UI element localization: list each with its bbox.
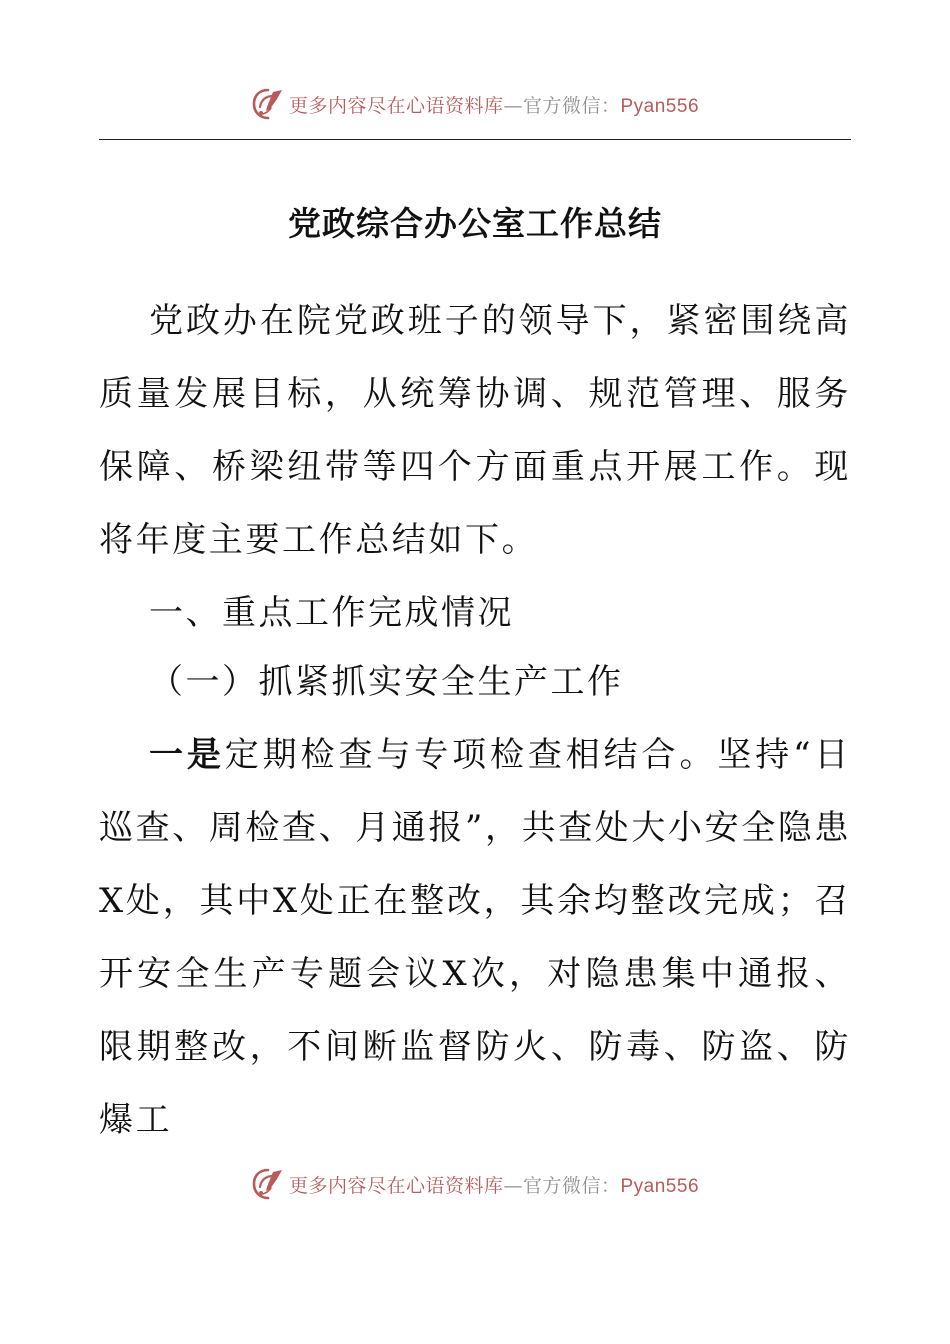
- document-title: 党政综合办公室工作总结: [288, 204, 662, 243]
- footer-banner: [0, 1164, 950, 1204]
- banner-site-name: 更多内容尽在心语资料库: [288, 94, 504, 117]
- banner-dash: —: [503, 1174, 523, 1197]
- intro-paragraph: 党政办在院党政班子的领导下，紧密围绕高质量发展目标，从统筹协调、规范管理、服务保障、桥梁纽带等四个方面重点开展工作。现将年度主要工作总结如下。: [99, 301, 851, 560]
- subsection-heading: （一）抓紧抓实安全生产工作: [149, 662, 624, 702]
- item-text: 定期检查与专项检查相结合。坚持“日巡查、周检查、月通报”，共查处大小安全隐患X处，其中X处正在整改，其余均整改完成；召开安全生产专题会议X次，对隐患集中通报、限期整改，不间断监督防火、防毒、防盗、防爆工: [99, 735, 851, 1140]
- item-lead: 一是: [149, 735, 225, 775]
- banner-dash: —: [503, 94, 523, 117]
- header-banner: [0, 84, 950, 124]
- quill-swirl-logo-icon: [251, 1167, 285, 1201]
- banner-wechat-id: Pyan556: [620, 95, 700, 117]
- document-body: [99, 285, 851, 1157]
- header-divider: [99, 139, 851, 140]
- quill-swirl-logo-icon: [251, 87, 285, 121]
- banner-official-label: 官方微信：: [522, 94, 621, 117]
- item-paragraph: [99, 719, 851, 1157]
- banner-site-name: 更多内容尽在心语资料库: [288, 1174, 504, 1197]
- banner-text: [289, 91, 699, 118]
- section-heading: 一、重点工作完成情况: [149, 593, 514, 633]
- banner-text: [289, 1171, 699, 1198]
- banner-wechat-id: Pyan556: [620, 1175, 700, 1197]
- banner-official-label: 官方微信：: [522, 1174, 621, 1197]
